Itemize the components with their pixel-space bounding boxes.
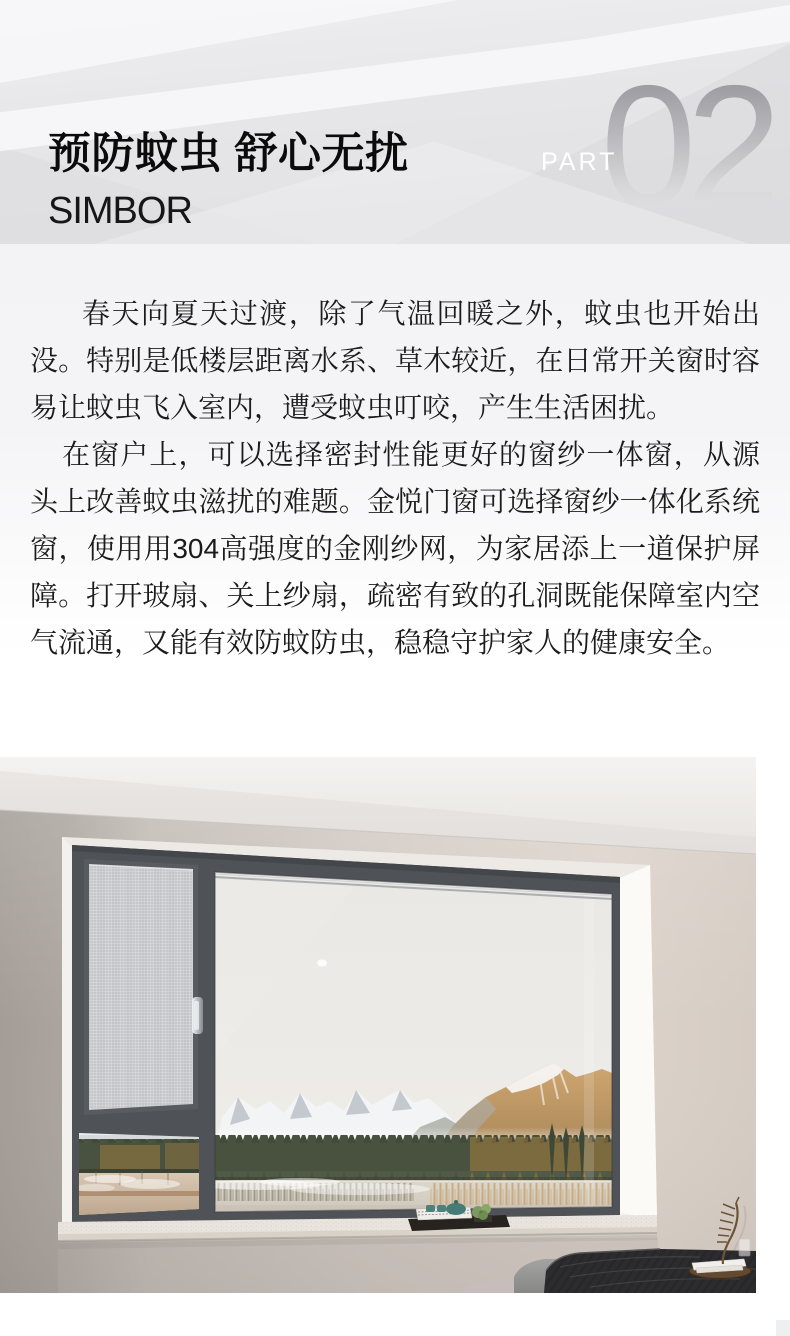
teapot [446,1203,466,1215]
section-header [0,0,790,244]
cup [437,1205,446,1212]
corner-accent [776,1320,790,1336]
mesh-screen-panel [84,859,203,1115]
cup [426,1205,435,1212]
part-number: 02 [600,50,772,242]
brand-name: SIMBOR [48,190,192,232]
header-text-block [48,120,408,233]
drinking-glass [739,1239,750,1256]
window-product-photo [0,757,756,1293]
lower-pane-forest-view [75,1127,200,1217]
paragraph-1: 春天向夏天过渡，除了气温回暖之外，蚊虫也开始出没。特别是低楼层距离水系、草木较近，在日常开关窗时容易让蚊虫飞入室内，遭受蚊虫叮咬，产生生活困扰。 [30,298,760,423]
footer-spacer [0,1293,790,1336]
intro-text-section [0,244,790,757]
hero-photo-window-room [0,757,756,1293]
part-label: PART [541,148,618,176]
page-title: 预防蚊虫 舒心无扰 [48,130,409,178]
paragraph-2: 在窗户上，可以选择密封性能更好的窗纱一体窗，从源头上改善蚊虫滋扰的难题。金悦门窗可选择窗纱一体化系统窗，使用用304高强度的金刚纱网，为家居添上一道保护屏障。打开玻扇、关上纱扇，疏密有致的孔洞既能保障室内空气流通，又能有效防蚊防虫，稳稳守护家人的健康安全。 [30,439,760,658]
mountain-lake-view [200,857,615,1217]
